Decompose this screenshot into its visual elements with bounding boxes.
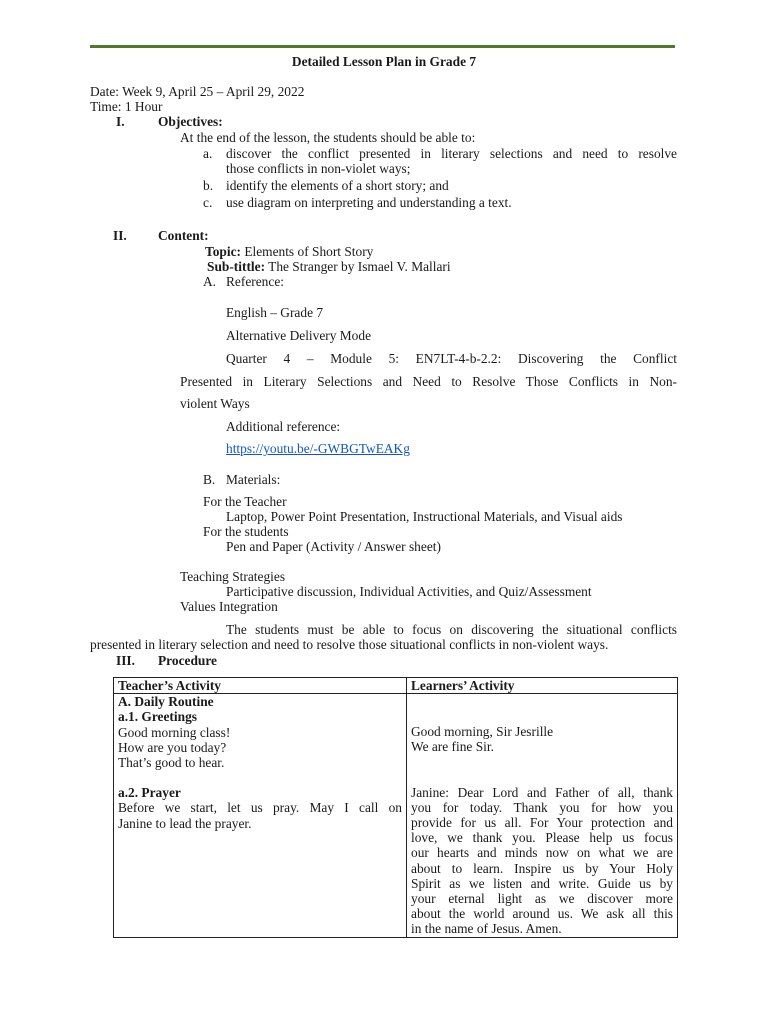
prayer-heading: a.2. Prayer (118, 785, 181, 801)
reference-3-line2: Presented in Literary Selections and Need to Resolve Those Conflicts in Non- (180, 374, 677, 389)
procedure-table (113, 677, 678, 938)
strategies-text: Participative discussion, Individual Activities, and Quiz/Assessment (226, 584, 592, 599)
column-header-learner: Learners’ Activity (407, 678, 678, 694)
teacher-greeting-2: How are you today? (118, 739, 227, 755)
learner-prayer-line: Spirit as we listen and write. Guide us by (411, 875, 673, 891)
topic-label: Topic: (205, 244, 241, 259)
objective-letter-b: b. (203, 178, 214, 193)
greetings-heading: a.1. Greetings (118, 709, 197, 725)
time-line: Time: 1 Hour (90, 99, 163, 114)
topic-value: Elements of Short Story (240, 244, 374, 259)
learner-prayer-line: about the world around us. We ask all this (411, 906, 673, 922)
materials-label: Materials: (226, 472, 281, 487)
learner-greeting-2: We are fine Sir. (411, 739, 494, 755)
document-title: Detailed Lesson Plan in Grade 7 (291, 54, 477, 69)
strategies-label: Teaching Strategies (180, 569, 286, 584)
objective-letter-a: a. (203, 146, 213, 161)
teacher-prayer-line: Before we start, let us pray. May I call on (118, 800, 402, 816)
learner-greeting-1: Good morning, Sir Jesrille (411, 724, 554, 740)
subtitle-line (207, 259, 451, 274)
objective-a-line2: those conflicts in non-violet ways; (226, 161, 411, 176)
for-students-label: For the students (203, 524, 289, 539)
topic-line (205, 244, 373, 259)
section-number-content: II. (113, 228, 127, 243)
teacher-greeting-1: Good morning class! (118, 724, 231, 740)
section-number-objectives: I. (116, 114, 125, 129)
column-header-teacher: Teacher’s Activity (114, 678, 407, 694)
learner-prayer-line: our hearts and minds now on what we are (411, 845, 673, 861)
learner-prayer-line: Janine: Dear Lord and Father of all, thank (411, 784, 673, 800)
reference-1: English – Grade 7 (226, 305, 324, 320)
learner-prayer-line: love, we thank you. Please help us focus (411, 830, 673, 846)
materials-letter: B. (203, 472, 216, 487)
values-label: Values Integration (180, 599, 278, 614)
table-header-row (114, 678, 678, 694)
objective-c: use diagram on interpreting and understanding a text. (226, 195, 512, 210)
learner-prayer-line: you for today. Thank you for how you (411, 799, 673, 815)
values-line2: presented in literary selection and need to resolve those situational conflicts in non-violent ways. (90, 637, 609, 652)
reference-link[interactable]: https://youtu.be/-GWBGTwEAKg (226, 441, 410, 456)
header-rule (90, 45, 675, 48)
values-line1: The students must be able to focus on discovering the situational conflicts (226, 622, 677, 637)
reference-letter: A. (203, 274, 217, 289)
teacher-activity-cell (114, 694, 407, 937)
teacher-materials: Laptop, Power Point Presentation, Instructional Materials, and Visual aids (226, 509, 623, 524)
teacher-greeting-3: That’s good to hear. (118, 755, 225, 771)
section-heading-procedure: Procedure (158, 653, 218, 668)
learner-prayer-line: your eternal light as we discover more (411, 891, 673, 907)
table-row (114, 694, 678, 937)
learner-prayer-line: about to learn. Inspire us by Your Holy (411, 860, 673, 876)
subtitle-label: Sub-tittle: (207, 259, 266, 274)
additional-reference-label: Additional reference: (226, 419, 341, 434)
student-materials: Pen and Paper (Activity / Answer sheet) (226, 539, 441, 554)
section-number-procedure: III. (116, 653, 135, 668)
reference-3-line1: Quarter 4 – Module 5: EN7LT-4-b-2.2: Discovering the Conflict (226, 351, 677, 366)
teacher-prayer-line: Janine to lead the prayer. (118, 815, 252, 831)
section-heading-content: Content: (158, 228, 209, 243)
objectives-intro: At the end of the lesson, the students should be able to: (180, 130, 476, 145)
section-heading-objectives: Objectives: (158, 114, 223, 129)
date-line: Date: Week 9, April 25 – April 29, 2022 (90, 84, 305, 99)
objective-letter-c: c. (203, 195, 213, 210)
daily-routine-heading: A. Daily Routine (118, 694, 214, 710)
learner-prayer-line: in the name of Jesus. Amen. (411, 921, 562, 937)
objective-b: identify the elements of a short story; and (226, 178, 449, 193)
learner-prayer-line: provide for us all. For Your protection and (411, 815, 673, 831)
reference-label: Reference: (226, 274, 284, 289)
reference-3-line3: violent Ways (180, 396, 250, 411)
subtitle-value: The Stranger by Ismael V. Mallari (265, 259, 451, 274)
for-teacher-label: For the Teacher (203, 494, 287, 509)
objective-a-line1: discover the conflict presented in literary selections and need to resolve (226, 146, 677, 161)
learner-activity-cell (407, 694, 678, 937)
reference-2: Alternative Delivery Mode (226, 328, 372, 343)
